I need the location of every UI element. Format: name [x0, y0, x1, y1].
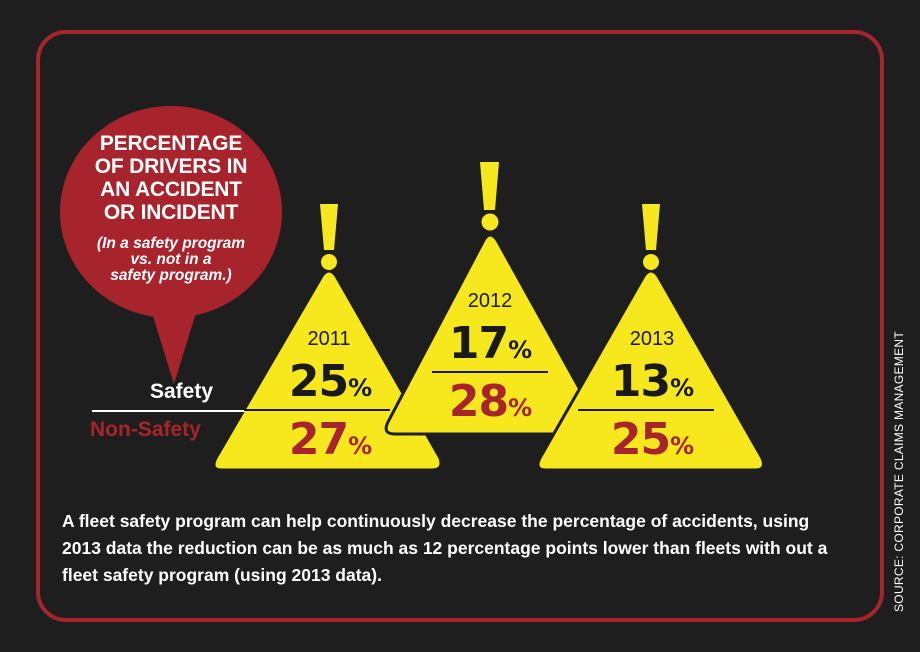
source-credit: SOURCE: CORPORATE CLAIMS MANAGEMENT [892, 331, 906, 612]
title-line: PERCENTAGE [99, 132, 243, 155]
value-number: 27 [288, 414, 349, 465]
title-line: OR INCIDENT [103, 201, 239, 224]
triangle-divider [432, 371, 548, 373]
legend-divider [92, 410, 246, 412]
percent-sign: % [670, 432, 694, 460]
value-number: 28 [448, 376, 509, 427]
subtitle-line: safety program.) [110, 267, 232, 284]
year-label-2011: 2011 [307, 328, 351, 350]
legend-safety-label: Safety [150, 380, 214, 403]
exclamation-icon [320, 204, 338, 270]
triangle-divider [244, 409, 390, 411]
percent-sign: % [348, 374, 372, 402]
exclamation-icon [480, 162, 499, 231]
value-number: 25 [288, 356, 349, 407]
triangle-divider [578, 409, 714, 411]
legend-non-safety-label: Non-Safety [90, 418, 201, 441]
safety-value-2012 [420, 318, 560, 369]
value-number: 17 [448, 318, 509, 369]
subtitle-line: (In a safety program [96, 235, 246, 252]
non-safety-value-2013 [582, 414, 722, 465]
safety-value-2013 [582, 356, 722, 407]
value-number: 13 [610, 356, 671, 407]
exclamation-icon [642, 204, 660, 270]
percent-sign: % [508, 394, 532, 422]
year-label-2013: 2013 [629, 328, 675, 350]
value-number: 25 [610, 414, 671, 465]
year-label-2012: 2012 [467, 290, 513, 312]
percent-sign: % [508, 336, 532, 364]
percent-sign: % [670, 374, 694, 402]
non-safety-value-2011 [260, 414, 400, 465]
caption-text: A fleet safety program can help continuously decrease the percentage of accidents, using 2013 data the reduction can be as much as 12 percentage points lower than fleets with out a fleet safety program (using 2013 data). [62, 511, 828, 585]
percent-sign: % [348, 432, 372, 460]
subtitle-line: vs. not in a [130, 251, 212, 268]
safety-value-2011 [260, 356, 400, 407]
title-line: AN ACCIDENT [100, 178, 242, 201]
title-line: OF DRIVERS IN [94, 155, 248, 178]
non-safety-value-2012 [420, 376, 560, 427]
